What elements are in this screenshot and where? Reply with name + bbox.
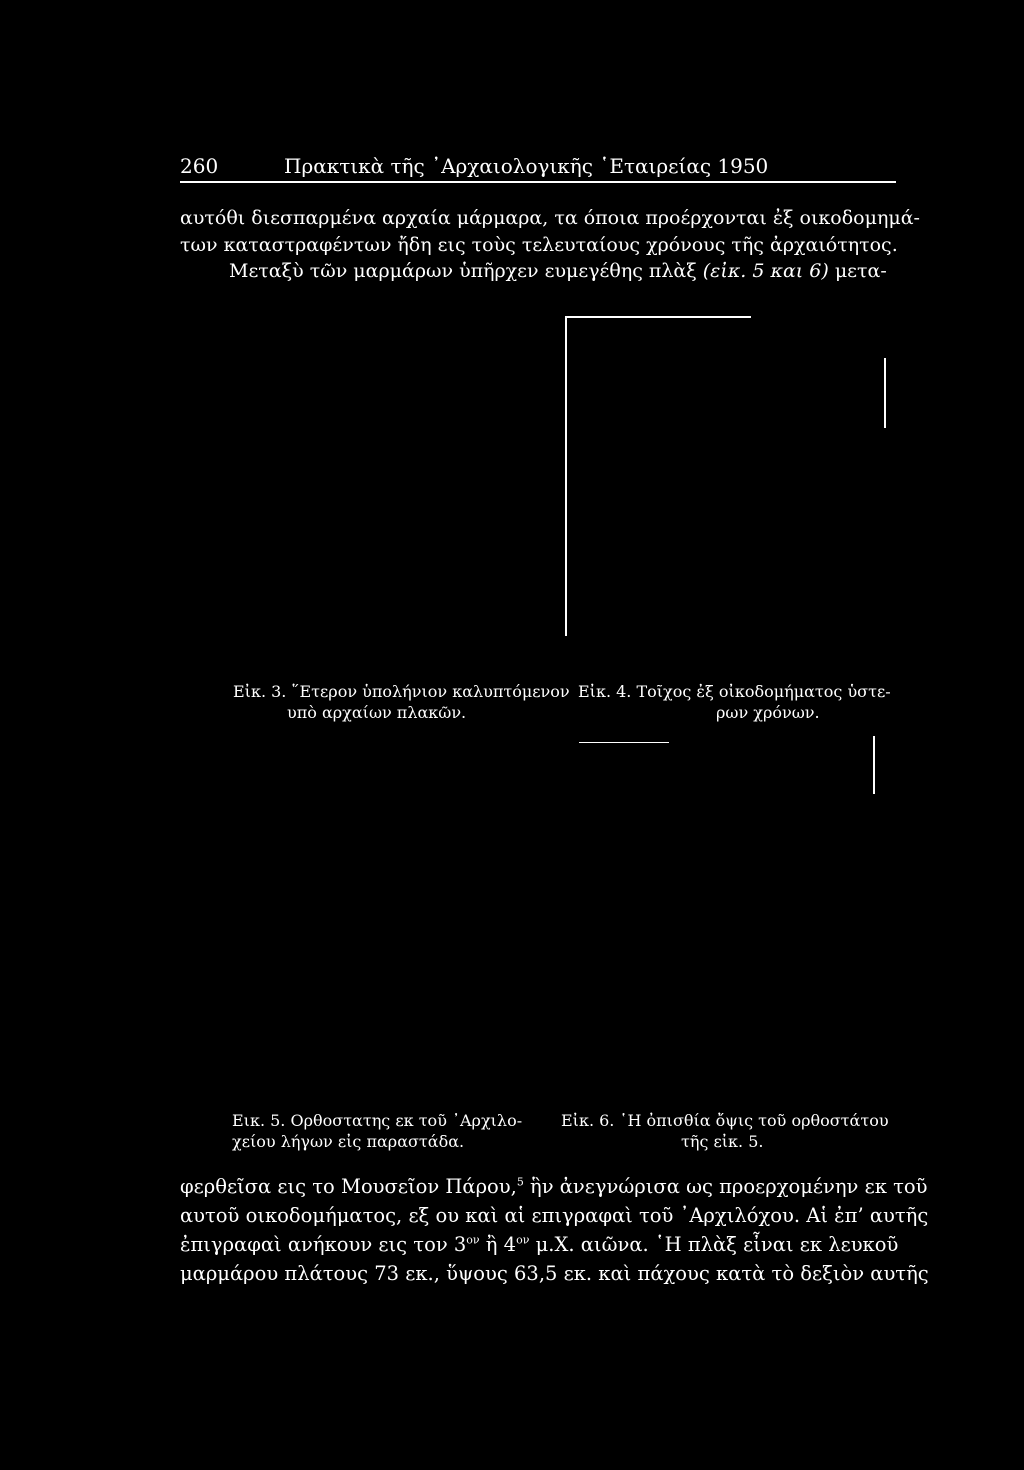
page-number: 260: [180, 154, 219, 178]
figure-5-caption: [232, 1110, 522, 1152]
top-paragraph: [180, 205, 920, 285]
paragraph-text: ἢ 4: [479, 1233, 517, 1256]
paragraph-line: [180, 258, 920, 285]
paragraph-line: [180, 1230, 929, 1259]
running-title: Πρακτικὰ τῆς ᾿Αρχαιολογικῆς ῾Εταιρείας 1950: [284, 154, 769, 178]
frame-line: [565, 316, 751, 318]
figure-6-caption: [561, 1110, 889, 1152]
caption-line: υπὸ αρχαίων πλακῶν.: [287, 703, 467, 722]
paragraph-text: μ.Χ. αιῶνα. ῾Η πλὰξ εἶναι εκ λευκοῦ: [529, 1233, 899, 1256]
frame-line: [884, 358, 886, 428]
paragraph-text: Μεταξὺ τῶν μαρμάρων ὑπῆρχεν ευμεγέθης πλὰξ: [229, 260, 703, 282]
caption-line: Εἰκ. 4. Τοῖχος ἐξ οἰκοδομήματος ὑστε-: [578, 682, 891, 701]
frame-line: [873, 736, 875, 794]
paragraph-line: [180, 1172, 929, 1201]
frame-line: [579, 742, 669, 743]
superscript: ον: [466, 1233, 480, 1247]
paragraph-line: αυτοῦ οικοδομήματος, εξ ου καὶ αἱ επιγραφαὶ τοῦ ᾿Αρχιλόχου. Αἱ ἐπ’ αυτῆς: [180, 1204, 929, 1227]
paragraph-text: ἐπιγραφαὶ ανήκουν εις τον 3: [180, 1233, 467, 1256]
figure-reference: (εἰκ. 5 και 6): [702, 260, 829, 282]
caption-line: χείου λήγων εἰς παραστάδα.: [232, 1132, 465, 1151]
footnote-mark: 5: [516, 1175, 524, 1189]
paragraph-line: των καταστραφέντων ἤδη εις τοὺς τελευταίους χρόνους τῆς ἀρχαιότητος.: [180, 233, 898, 256]
caption-line: Εικ. 5. Ορθοστατης εκ τοῦ ᾿Αρχιλο-: [232, 1111, 523, 1130]
header-rule: [180, 181, 896, 183]
figure-4-caption: [578, 681, 891, 723]
figure-3-caption: [233, 681, 570, 723]
caption-line: Εἰκ. 3. ῞Ετερον ὑπολήνιον καλυπτόμενον: [233, 682, 570, 701]
frame-line: [565, 316, 567, 636]
paragraph-line: μαρμάρου πλάτους 73 εκ., ὕψους 63,5 εκ. καὶ πάχους κατὰ τὸ δεξιὸν αυτῆς: [180, 1262, 929, 1285]
paragraph-text: μετα-: [828, 260, 887, 282]
caption-line: τῆς εἰκ. 5.: [681, 1132, 764, 1151]
caption-line: ρων χρόνων.: [716, 703, 820, 722]
paragraph-text: φερθεῖσα εις το Μουσεῖον Πάρου,: [180, 1175, 517, 1198]
bottom-paragraph: [180, 1172, 929, 1288]
superscript: ον: [516, 1233, 530, 1247]
paragraph-text: ἣν ἀνεγνώρισα ως προερχομένην εκ τοῦ: [523, 1175, 928, 1198]
paragraph-line: αυτόθι διεσπαρμένα αρχαία μάρμαρα, τα όποια προέρχονται ἐξ οικοδομημά-: [180, 207, 920, 229]
caption-line: Εἰκ. 6. ῾Η ὀπισθία ὄψις τοῦ ορθοστάτου: [561, 1111, 889, 1130]
